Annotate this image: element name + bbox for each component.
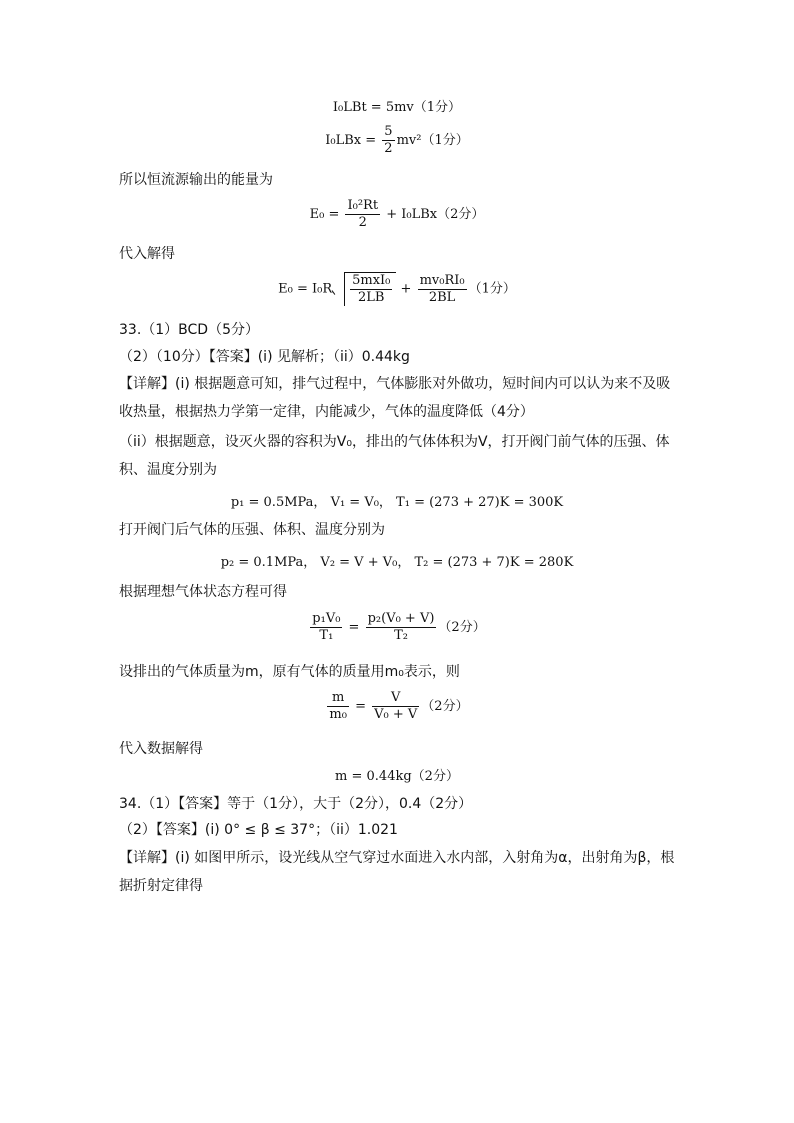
fraction-denominator: 2BL <box>428 289 456 305</box>
equation-text: p₂ = 0.1MPa， V₂ = V + V₀， T₂ = (273 + 7)K = 280K <box>220 555 574 570</box>
fraction <box>327 690 349 723</box>
fraction <box>418 273 467 306</box>
text-line: 打开阀门后气体的压强、体积、温度分别为 <box>119 522 385 538</box>
fraction-numerator: V <box>372 690 419 707</box>
question-34-part2: （2）【答案】(i) 0° ≤ β ≤ 37°；（ii）1.021 <box>119 822 398 838</box>
fraction-numerator: 5 <box>384 124 393 139</box>
fraction-denominator: 2 <box>358 215 367 230</box>
equation-state-before <box>0 491 794 510</box>
text-line: 设排出的气体质量为m，原有气体的质量用m₀表示，则 <box>119 664 460 680</box>
fraction-denominator: 2 <box>384 141 393 156</box>
equation-mass-ratio <box>0 690 794 723</box>
fraction-numerator: I₀²Rt <box>347 198 379 213</box>
equals-sign: = <box>350 699 371 714</box>
plus-sign: + <box>396 281 416 297</box>
fraction <box>366 611 437 644</box>
text-line: 根据理想气体状态方程可得 <box>119 584 287 600</box>
question-34-detail: 【详解】(i) 如图甲所示，设光线从空气穿过水面进入水内部，入射角为α，出射角为β，根据折射定律得 <box>119 850 675 894</box>
question-33-part1: 33.（1）BCD（5分） <box>119 322 259 338</box>
score: （2分） <box>421 699 469 714</box>
fraction-numerator: m <box>327 690 349 707</box>
equation-total-energy <box>0 198 794 231</box>
question-34-part1: 34.（1）【答案】等于（1分），大于（2分），0.4（2分） <box>119 796 473 812</box>
fraction-denominator: m₀ <box>329 707 347 722</box>
fraction-numerator: mv₀RI₀ <box>419 272 465 288</box>
fraction <box>382 124 394 157</box>
text-line: 所以恒流源输出的能量为 <box>119 172 273 188</box>
score: （1分） <box>468 281 516 297</box>
equation-text: I₀LBt = 5mv（1分） <box>332 100 462 115</box>
question-33-part2: （2）（10分）【答案】(i) 见解析；（ii）0.44kg <box>119 349 410 365</box>
text-line: 代入解得 <box>119 246 175 262</box>
fraction-denominator: V₀ + V <box>374 707 418 722</box>
square-root <box>332 272 396 306</box>
equation-energy-result <box>0 272 794 306</box>
equation-rhs: mv²（1分） <box>396 133 469 148</box>
equation-lhs: I₀LBx = <box>325 133 381 148</box>
fraction-denominator: T₁ <box>319 628 334 643</box>
score: （2分） <box>438 620 486 635</box>
equation-ideal-gas <box>0 611 794 644</box>
question-33-ii: （ii）根据题意，设灭火器的容积为V₀，排出的气体体积为V，打开阀门前气体的压强、体积、温度分别为 <box>119 434 670 478</box>
fraction-numerator: 5mxI₀ <box>352 273 391 288</box>
equals-sign: = <box>344 620 364 635</box>
fraction <box>372 690 419 723</box>
equation-text: m = 0.44kg（2分） <box>335 769 459 784</box>
fraction-denominator: T₂ <box>394 628 408 643</box>
equation-lhs: E₀ = <box>309 207 344 222</box>
equation-momentum <box>0 96 794 115</box>
equation-state-after <box>0 551 794 570</box>
fraction <box>350 273 392 306</box>
fraction-numerator: p₁V₀ <box>312 611 341 626</box>
equation-lhs: E₀ = I₀R <box>278 281 333 297</box>
text-line: 代入数据解得 <box>119 741 203 757</box>
fraction-numerator: p₂(V₀ + V) <box>367 611 435 626</box>
equation-text: p₁ = 0.5MPa， V₁ = V₀， T₁ = (273 + 27)K = 300K <box>230 495 564 510</box>
fraction <box>345 198 380 231</box>
equation-rhs: + I₀LBx（2分） <box>382 207 485 222</box>
fraction-denominator: 2LB <box>358 290 385 305</box>
question-33-detail: 【详解】(i) 根据题意可知，排气过程中，气体膨胀对外做功，短时间内可以认为来不及吸收热量，根据热力学第一定律，内能减少，气体的温度降低（4分） <box>119 376 671 420</box>
fraction <box>310 611 342 644</box>
equation-energy-work <box>0 124 794 157</box>
equation-mass-result <box>0 765 794 784</box>
